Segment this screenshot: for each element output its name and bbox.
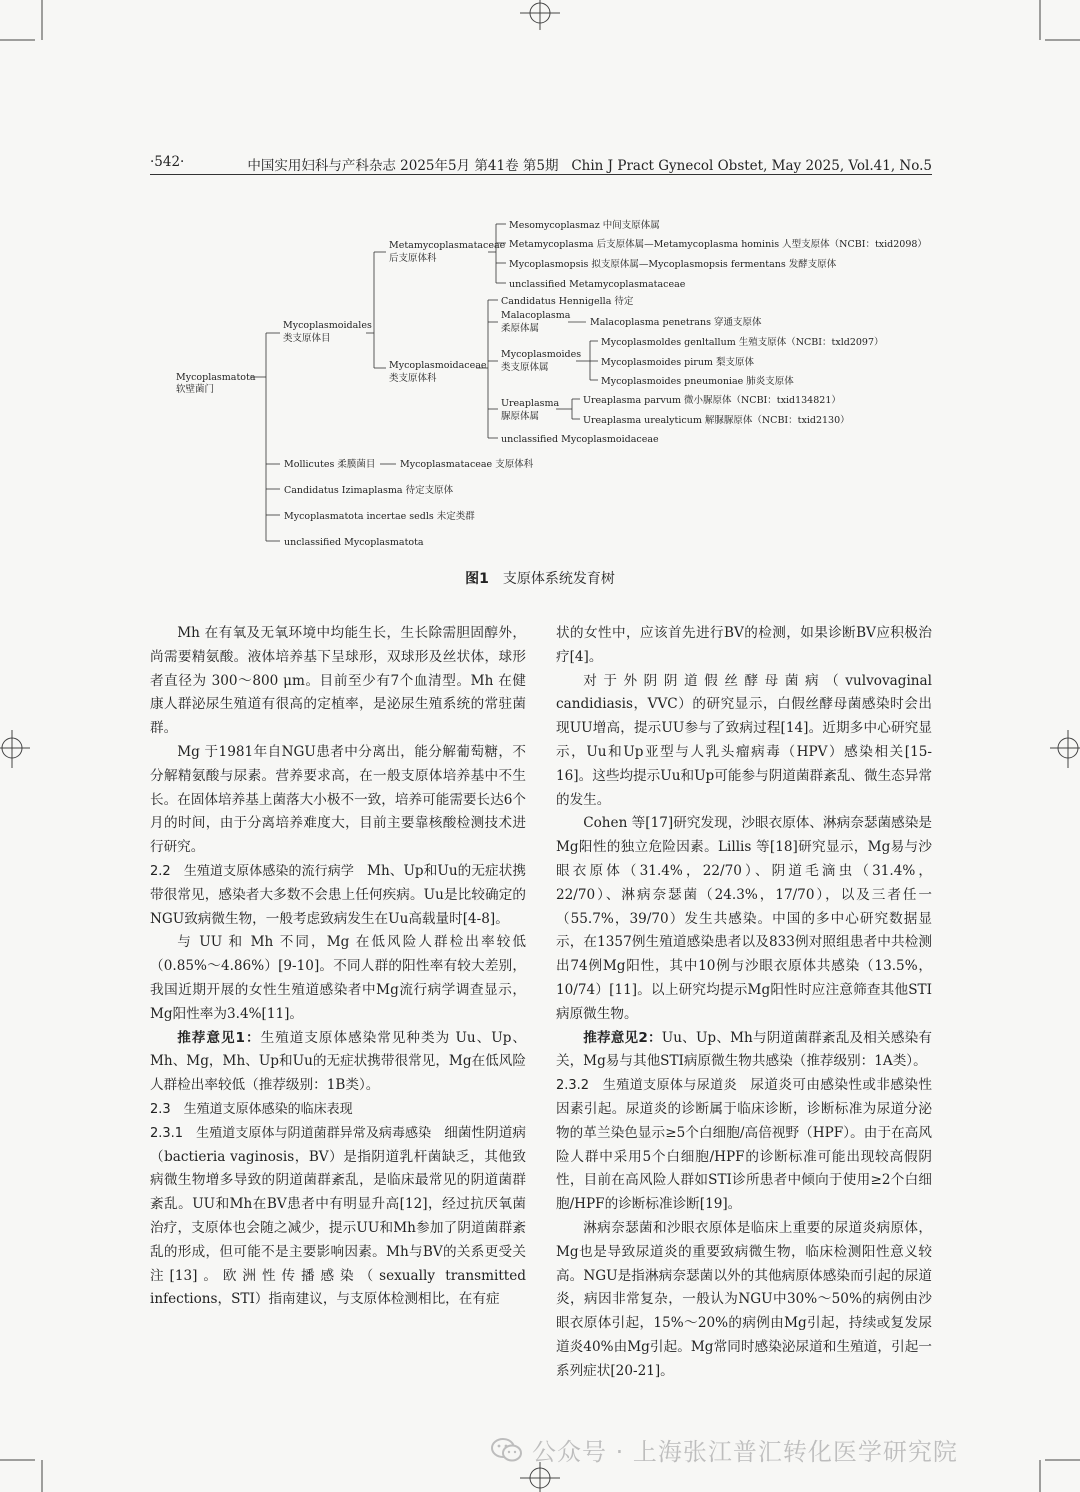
incertae-sedis: Mycoplasmatota incertae sedls 未定类群 <box>284 511 475 522</box>
mycoplasmoides-cn: 类支原体属 <box>501 362 549 373</box>
ureaplasma-en: Ureaplasma <box>501 398 560 409</box>
paragraph <box>150 931 526 1026</box>
mycoplasmataceae: Mycoplasmataceae 支原体科 <box>400 459 534 470</box>
journal-cn: 中国实用妇科与产科杂志 2025年5月 第41卷 第5期 <box>247 158 559 174</box>
paragraph-text: Cohen 等[17]研究发现，沙眼衣原体、淋病奈瑟菌感染是Mg阳性的独立危险因素。Lillis 等[18]研究显示，Mg易与沙眼衣原体（31.4%，22/70）、阴道毛滴虫（31.4%，22/70）、淋病奈瑟菌（24.3%，17/70），以及三者任一（55.7%，39/70）发生共感染。中国的多中心研究数据显示，在1357例生殖道感染患者以及833例对照组患者中共检测出74例Mg阳性，其中10例与沙眼衣原体共感染（13.5%，10/74）[11]。以上研究均提示Mg阳性时应注意筛查其他STI病原微生物。 <box>556 815 932 1022</box>
meta-child-3: unclassified Metamycoplasmataceae <box>509 279 686 290</box>
candidatus-izimaplasma: Candidatus Izimaplasma 待定支原体 <box>284 485 454 496</box>
paragraph-text: Mg 于1981年自NGU患者中分离出，能分解葡萄糖，不分解精氨酸与尿素。营养要求高，在一般支原体培养基中不生长。在固体培养基上菌落大小极不一致，培养可能需要长达6个月的时间，由于分离培养难度大，目前主要靠核酸检测技术进行研究。 <box>150 743 526 856</box>
order-en: Mycoplasmoidales <box>283 320 372 331</box>
paragraph-text: Uu、Up、Mh与阴道菌群紊乱及相关感染有关，Mg易与其他STI病原微生物共感染（推荐级别：1A类）。 <box>556 1029 932 1070</box>
family-myco-cn: 类支原体科 <box>389 373 437 384</box>
wechat-icon <box>490 1437 524 1463</box>
malacoplasma-child: Malacoplasma penetrans 穿通支原体 <box>590 317 762 328</box>
candidatus-hennigella: Candidatus Hennigella 待定 <box>501 296 634 307</box>
ureaplasma-child-1: Ureaplasma urealyticum 解脲脲原体（NCBI：txid2130） <box>583 415 850 426</box>
right-column <box>556 622 932 1384</box>
page-number: ·542· <box>150 154 185 170</box>
paragraph-text: 状的女性中，应该首先进行BV的检测，如果诊断BV应积极治疗[4]。 <box>556 625 932 665</box>
section-heading: 2.3 生殖道支原体感染的临床表现 <box>150 1101 353 1117</box>
family-meta-en: Metamycoplasmataceae <box>389 240 506 251</box>
family-meta-cn: 后支原体科 <box>389 253 437 264</box>
paragraph-text: 对于外阴阴道假丝酵母菌病（vulvovaginal candidiasis，VVC）的研究显示，白假丝酵母菌感染时会出现UU增高，提示UU参与了致病过程[14]。近期多中心研究显示，Uu和Up亚型与人乳头瘤病毒（HPV）感染相关[15-16]。这些均提示Uu和Up可能参与阴道菌群紊乱、微生态异常的发生。 <box>556 672 932 808</box>
recommendation-label: 推荐意见2： <box>583 1029 662 1046</box>
order-cn: 类支原体目 <box>283 333 331 344</box>
root-cn: 软壁菌门 <box>176 384 215 395</box>
unclassified-mycoplasmoidaceae: unclassified Mycoplasmoidaceae <box>501 434 659 445</box>
meta-child-0: Mesomycoplasmaz 中间支原体属 <box>509 220 660 231</box>
paragraph-text: 与 UU 和 Mh 不同，Mg 在低风险人群检出率较低（0.85%～4.86%）[9-10]。不同人群的阳性率有较大差别，我国近期开展的女性生殖道感染者中Mg流行病学调查显示，Mg阳性率为3.4%[11]。 <box>150 934 526 1022</box>
meta-child-1: Metamycoplasma 后支原体属—Metamycoplasma hominis 人型支原体（NCBI：txid2098） <box>509 239 927 250</box>
mycoplasmoides-child-0: Mycoplasmoldes genltallum 生殖支原体（NCBI：txld2097） <box>601 337 884 348</box>
left-column <box>150 622 526 1312</box>
root-en: Mycoplasmatota <box>176 372 256 383</box>
paragraph <box>150 1098 526 1122</box>
section-heading: 2.3.2 生殖道支原体与尿道炎 <box>556 1078 751 1094</box>
paragraph-text: 生殖道支原体感染常见种类为 Uu、Up、Mh、Mg，Mh、Up和Uu的无症状携带很常见，Mg在低风险人群检出率较低（推荐级别：1B类）。 <box>150 1029 526 1094</box>
paragraph-text: 淋病奈瑟菌和沙眼衣原体是临床上重要的尿道炎病原体，Mg也是导致尿道炎的重要致病微生物，临床检测阳性意义较高。NGU是指淋病奈瑟菌以外的其他病原体感染而引起的尿道炎，病因非常复杂，一般认为NGU中30%～50%的病例由沙眼衣原体引起，15%～20%的病例由Mg引起，持续或复发尿道炎40%由Mg引起。Mg常同时感染泌尿道和生殖道，引起一系列症状[20-21]。 <box>556 1219 932 1379</box>
paragraph <box>556 812 932 1026</box>
mycoplasmoides-en: Mycoplasmoides <box>501 349 582 360</box>
paragraph <box>556 670 932 813</box>
ureaplasma-child-0: Ureaplasma parvum 微小脲原体（NCBI：txid134821） <box>583 395 841 406</box>
section-heading: 2.2 生殖道支原体感染的流行病学 <box>150 863 368 879</box>
paragraph <box>150 741 526 860</box>
phylogenetic-tree <box>0 0 1080 600</box>
caption-text: 支原体系统发育树 <box>502 571 615 587</box>
paragraph <box>556 622 932 670</box>
family-myco-en: Mycoplasmoidaceae <box>389 360 487 371</box>
unclassified-mycoplasmatota: unclassified Mycoplasmatota <box>284 537 424 548</box>
paragraph-text: 细菌性阴道病（bactieria vaginosis，BV）是指阴道乳杆菌缺乏，其他致病微生物增多导致的阴道菌群紊乱，是临床最常见的阴道菌群紊乱。UU和Mh在BV患者中有明显升高[12]，经过抗厌氧菌治疗，支原体也会随之减少，提示UU和Mh参加了阴道菌群紊乱的形成，但可能不是主要影响因素。Mh与BV的关系更受关注[13]。欧洲性传播感染（sexually transmitted infections，STI）指南建议，与支原体检测相比，在有症 <box>150 1124 527 1308</box>
paragraph-text: 尿道炎可由感染性或非感染性因素引起。尿道炎的诊断属于临床诊断，诊断标准为尿道分泌物的革兰染色显示≥5个白细胞/高倍视野（HPF）。由于在高风险人群中采用5个白细胞/HPF的诊断标准可能出现较高假阴性，目前在高风险人群如STI诊所患者中倾向于使用≥2个白细胞/HPF的诊断标准诊断[19]。 <box>556 1077 933 1213</box>
paragraph <box>150 860 526 931</box>
paragraph <box>150 1122 526 1312</box>
meta-child-2: Mycoplasmopsis 拟支原体属—Mycoplasmopsis fermentans 发酵支原体 <box>509 259 837 270</box>
paragraph <box>556 1074 932 1217</box>
paragraph-text: Mh、Up和Uu的无症状携带很常见，感染者大多数不会患上任何疾病。Uu是比较确定的NGU致病微生物，一般考虑致病发生在Uu高载量时[4-8]。 <box>150 862 526 927</box>
mollicutes: Mollicutes 柔膜菌目 <box>284 459 376 470</box>
malacoplasma-cn: 柔原体属 <box>501 323 540 334</box>
paragraph <box>556 1027 932 1075</box>
watermark-text: 公众号 · 上海张江普汇转化医学研究院 <box>532 1438 958 1466</box>
paragraph <box>150 1027 526 1098</box>
ureaplasma-cn: 脲原体属 <box>501 411 540 422</box>
malacoplasma-en: Malacoplasma <box>501 310 571 321</box>
paragraph <box>556 1217 932 1384</box>
mycoplasmoides-child-1: Mycoplasmoides pirum 梨支原体 <box>601 357 754 368</box>
paragraph <box>150 622 526 741</box>
mycoplasmoides-child-2: Mycoplasmoides pneumoniae 肺炎支原体 <box>601 376 794 387</box>
journal-en: Chin J Pract Gynecol Obstet, May 2025, Vol.41, No.5 <box>571 158 932 174</box>
paragraph-text: Mh 在有氧及无氧环境中均能生长，生长除需胆固醇外，尚需要精氨酸。液体培养基下呈球形，双球形及丝状体，球形者直径为 300～800 μm。目前至少有7个血清型。Mh 在健康人群泌尿生殖道有很高的定植率，是泌尿生殖系统的常驻菌群。 <box>150 625 526 737</box>
recommendation-label: 推荐意见1： <box>177 1029 261 1046</box>
section-heading: 2.3.1 生殖道支原体与阴道菌群异常及病毒感染 <box>150 1125 445 1141</box>
caption-label: 图1 <box>465 571 489 587</box>
watermark <box>490 1432 958 1467</box>
figure-caption <box>0 568 1080 588</box>
